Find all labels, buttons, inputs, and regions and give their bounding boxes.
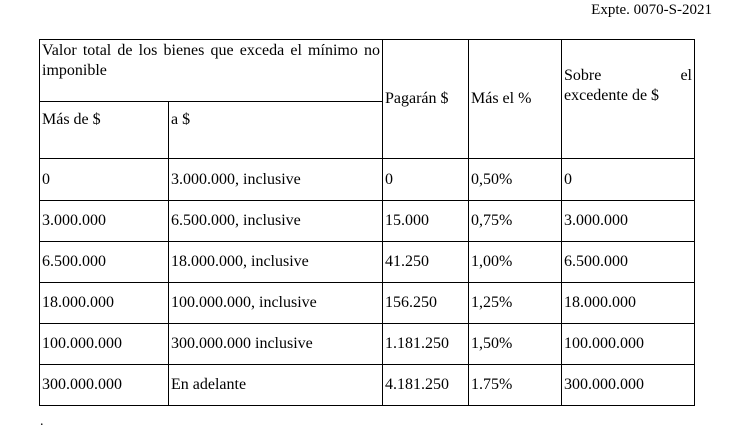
cell-porcentaje: 1,50%: [469, 324, 562, 365]
cell-a: 3.000.000, inclusive: [169, 159, 383, 201]
cell-pagaran: 4.181.250: [383, 365, 469, 406]
cell-a: 300.000.000 inclusive: [169, 324, 383, 365]
cell-sobre-excedente: 100.000.000: [562, 324, 695, 365]
header-sobre-word: Sobre: [564, 67, 602, 84]
cell-sobre-excedente: 300.000.000: [562, 365, 695, 406]
cell-a: 18.000.000, inclusive: [169, 242, 383, 283]
header-sobre-el: el: [680, 67, 692, 84]
cell-mas-de: 300.000.000: [40, 365, 169, 406]
header-sobre-excedente: [562, 40, 695, 159]
cell-porcentaje: 1,25%: [469, 283, 562, 324]
cell-porcentaje: 1.75%: [469, 365, 562, 406]
cell-a: 100.000.000, inclusive: [169, 283, 383, 324]
cell-pagaran: 41.250: [383, 242, 469, 283]
table-row: [40, 283, 695, 324]
table-row: [40, 201, 695, 242]
cell-sobre-excedente: 6.500.000: [562, 242, 695, 283]
cell-mas-de: 0: [40, 159, 169, 201]
footer-mark: .: [40, 414, 44, 429]
table-row: [40, 365, 695, 406]
cell-porcentaje: 0,50%: [469, 159, 562, 201]
cell-mas-de: 3.000.000: [40, 201, 169, 242]
header-mas-de: Más de $: [40, 102, 169, 159]
table-row: [40, 159, 695, 201]
cell-pagaran: 0: [383, 159, 469, 201]
header-sobre-rest: excedente de $: [564, 87, 660, 104]
cell-pagaran: 156.250: [383, 283, 469, 324]
header-mas-el-porcentaje: Más el %: [469, 40, 562, 159]
document-reference: Expte. 0070-S-2021: [591, 2, 712, 18]
cell-pagaran: 1.181.250: [383, 324, 469, 365]
cell-mas-de: 18.000.000: [40, 283, 169, 324]
cell-mas-de: 100.000.000: [40, 324, 169, 365]
cell-sobre-excedente: 18.000.000: [562, 283, 695, 324]
cell-porcentaje: 0,75%: [469, 201, 562, 242]
cell-pagaran: 15.000: [383, 201, 469, 242]
cell-mas-de: 6.500.000: [40, 242, 169, 283]
cell-a: 6.500.000, inclusive: [169, 201, 383, 242]
header-a: a $: [169, 102, 383, 159]
table-row: [40, 242, 695, 283]
header-pagaran: Pagarán $: [383, 40, 469, 159]
cell-porcentaje: 1,00%: [469, 242, 562, 283]
cell-a: En adelante: [169, 365, 383, 406]
table-row: [40, 324, 695, 365]
tax-rate-table: [39, 39, 695, 406]
cell-sobre-excedente: 3.000.000: [562, 201, 695, 242]
header-valor-total: Valor total de los bienes que exceda el mínimo no imponible: [40, 40, 383, 102]
table-body: [40, 159, 695, 406]
cell-sobre-excedente: 0: [562, 159, 695, 201]
